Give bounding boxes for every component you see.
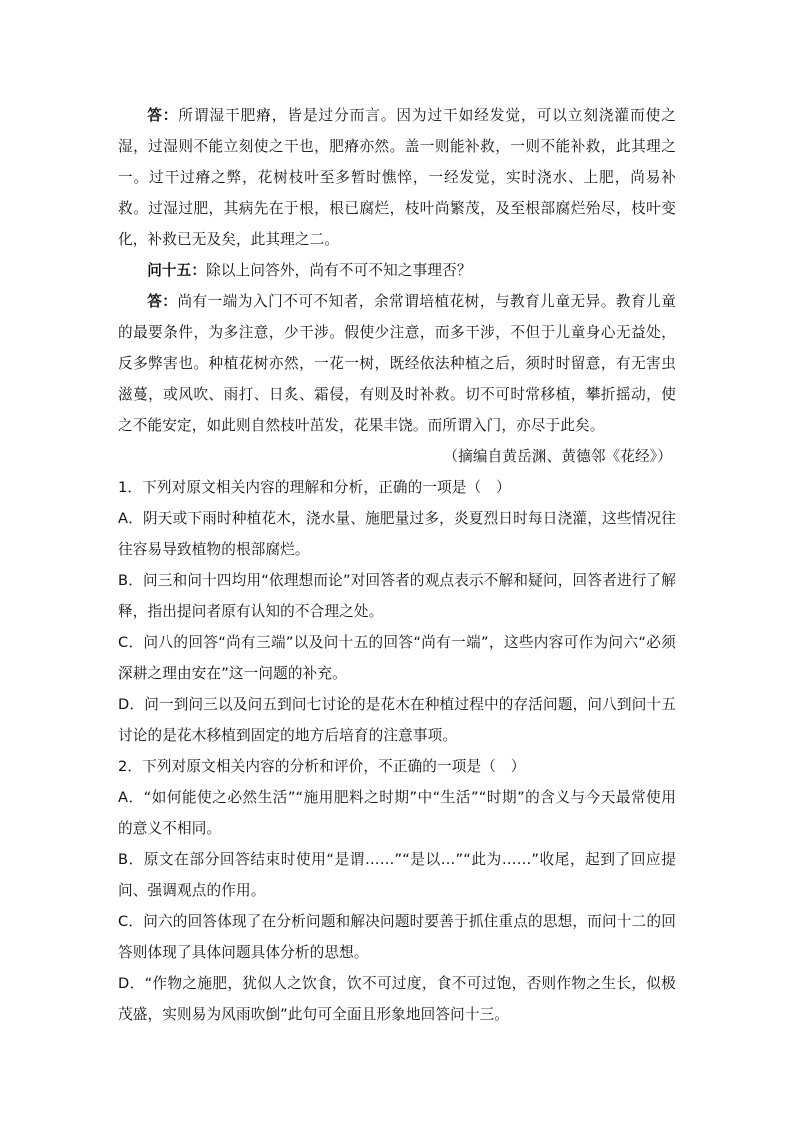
option-a: A．“如何能使之必然生活”“施用肥料之时期”中“生活”“时期”的含义与今天最常使用的意义不相同。 [118,789,676,837]
answer-paragraph-15 [118,286,676,441]
question-1 [118,472,676,751]
option-c: C．问八的回答“尚有三端”以及问十五的回答“尚有一端”，这些内容可作为问六“必须深耕之理由安在”这一问题的补充。 [118,634,676,682]
answer-paragraph-14 [118,100,676,255]
question-2 [118,751,676,1030]
answer-label: 答： [147,107,179,124]
question-paragraph-15 [118,255,676,286]
source-citation: （摘编自黄岳渊、黄德邻《花经》） [443,448,672,465]
option-d: D．“作物之施肥，犹似人之饮食，饮不可过度，食不可过饱，否则作物之生长，似极茂盛，实则易为风雨吹倒”此句可全面且形象地回答问十三。 [118,975,676,1023]
option-b: B．原文在部分回答结束时使用“是谓……”“是以…”“此为……”收尾，起到了回应提问、强调观点的作用。 [118,851,676,899]
answer-text: 所谓湿干肥瘠，皆是过分而言。因为过干如经发觉，可以立刻浇灌而使之湿，过湿则不能立刻使之干也，肥瘠亦然。盖一则能补救，一则不能补救，此其理之一。过干过瘠之弊，花树枝叶至多暂时憔悴，一经发觉，实时浇水、上肥，尚易补救。过湿过肥，其病先在于根，根已腐烂，枝叶尚繁茂，及至根部腐烂殆尽，枝叶变化，补救已无及矣，此其理之二。 [118,107,676,248]
question-label: 问十五： [147,262,207,279]
option-d: D．问一到问三以及问五到问七讨论的是花木在种植过程中的存活问题，问八到问十五讨论的是花木移植到固定的地方后培育的注意事项。 [118,696,676,744]
question-text: 除以上问答外，尚有不可不知之事理否？ [206,262,472,279]
question-stem: 1．下列对原文相关内容的理解和分析，正确的一项是（ ） [118,479,511,496]
question-stem: 2．下列对原文相关内容的分析和评价，不正确的一项是（ ） [118,758,526,775]
answer-label: 答： [147,293,178,310]
option-b: B．问三和问十四均用“依理想而论”对回答者的观点表示不解和疑问，回答者进行了解释，指出提问者原有认知的不合理之处。 [118,572,676,620]
option-c: C．问六的回答体现了在分析问题和解决问题时要善于抓住重点的思想，而问十二的回答则体现了具体问题具体分析的思想。 [118,913,676,961]
answer-text: 尚有一端为入门不可不知者，余常谓培植花树，与教育儿童无异。教育儿童的最要条件，为多注意，少干涉。假使少注意，而多干涉，不但于儿童身心无益处，反多弊害也。种植花树亦然，一花一树，既经依法种植之后，须时时留意，有无害虫滋蔓，或风吹、雨打、日炙、霜侵，有则及时补救。切不可时常移植，攀折摇动，使之不能安定，如此则自然枝叶茁发，花果丰饶。而所谓入门，亦尽于此矣。 [118,293,676,434]
document-page [118,100,676,1030]
option-a: A．阴天或下雨时种植花木，浇水量、施肥量过多，炎夏烈日时每日浇灌，这些情况往往容易导致植物的根部腐烂。 [118,510,676,558]
